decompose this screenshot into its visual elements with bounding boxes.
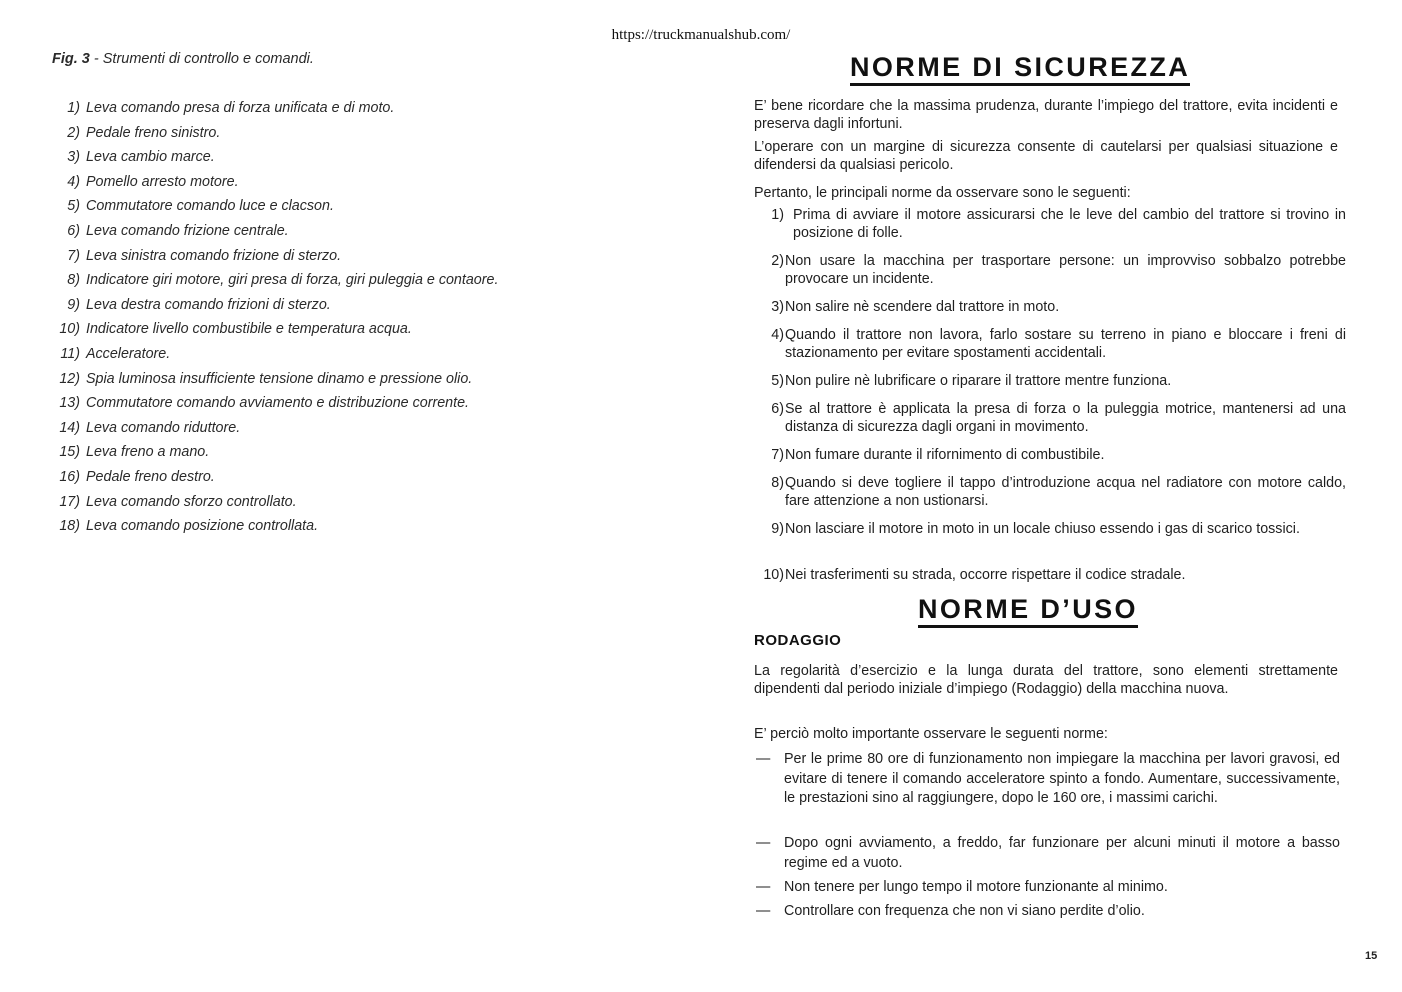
- page-number: 15: [1365, 950, 1378, 962]
- legend-item: 15) Leva freno a mano.: [59, 444, 210, 461]
- legend-item: 2) Pedale freno sinistro.: [67, 124, 221, 141]
- legend-item: 11) Acceleratore.: [60, 345, 171, 362]
- safety-rule: 9) Non lasciare il motore in moto in un locale chiuso essendo i gas di scarico tossici.: [771, 521, 1300, 537]
- legend-item: 10) Indicatore livello combustibile e temperatura acqua.: [59, 321, 412, 338]
- intro-paragraph: E’ bene ricordare che la massima prudenza, durante l’impiego del trattore, evita incidenti e preserva dagli infortuni.: [754, 98, 1338, 132]
- usage-rule: — Dopo ogni avviamento, a freddo, far funzionare per alcuni minuti il motore a basso regime ed a vuoto.: [756, 835, 1340, 871]
- usage-paragraph: E’ perciò molto importante osservare le seguenti norme:: [754, 726, 1108, 742]
- figure-title: - Strumenti di controllo e comandi.: [89, 51, 314, 67]
- legend-item: 1) Leva comando presa di forza unificata e di moto.: [67, 100, 395, 116]
- safety-rule: 4) Quando il trattore non lavora, farlo sostare su terreno in piano e bloccare i freni di stazionamento per evitare spostamenti accidentali.: [771, 327, 1346, 361]
- legend-item: 6) Leva comando frizione centrale.: [67, 222, 289, 239]
- safety-rule: 2) Non usare la macchina per trasportare persone: un improvviso sobbalzo potrebbe provocare un incidente.: [771, 253, 1346, 287]
- header-url: https://truckmanualshub.com/: [611, 27, 791, 43]
- legend-item: 18) Leva comando posizione controllata.: [59, 518, 319, 535]
- legend-item: 17) Leva comando sforzo controllato.: [59, 493, 297, 510]
- usage-rule: — Per le prime 80 ore di funzionamento non impiegare la macchina per lavori gravosi, ed evitare di tenere il comando acceleratore spinto a fondo. Aumentare, successivamente, le prestazioni sino al raggiungere, dopo le 160 ore, i massimi carichi.: [756, 751, 1340, 806]
- legend-item: 9) Leva destra comando frizioni di sterzo.: [67, 296, 331, 313]
- usage-rule: — Controllare con frequenza che non vi siano perdite d’olio.: [756, 903, 1145, 919]
- safety-rule: 5) Non pulire nè lubrificare o riparare il trattore mentre funziona.: [771, 373, 1172, 389]
- safety-rule: 3) Non salire nè scendere dal trattore in moto.: [771, 299, 1060, 315]
- legend-item: 14) Leva comando riduttore.: [59, 419, 241, 436]
- legend-item: 12) Spia luminosa insufficiente tensione dinamo e pressione olio.: [59, 370, 473, 387]
- usage-rule: — Non tenere per lungo tempo il motore funzionante al minimo.: [756, 879, 1168, 895]
- running-in-subheading: RODAGGIO: [754, 632, 842, 649]
- legend-item: 5) Commutatore comando luce e clacson.: [67, 198, 334, 215]
- usage-paragraph: La regolarità d’esercizio e la lunga durata del trattore, sono elementi strettamente dipendenti dal periodo iniziale d’impiego (Rodaggio) della macchina nuova.: [754, 663, 1338, 697]
- safety-rule: 7) Non fumare durante il rifornimento di combustibile.: [771, 447, 1105, 463]
- intro-paragraph: L’operare con un margine di sicurezza consente di cautelarsi per qualsiasi situazione e difendersi da qualsiasi pericolo.: [754, 139, 1338, 173]
- safety-rule: 10) Nei trasferimenti su strada, occorre rispettare il codice stradale.: [763, 567, 1186, 583]
- controls-legend-list: [50, 100, 498, 543]
- legend-item: 7) Leva sinistra comando frizione di sterzo.: [67, 247, 342, 264]
- usage-heading: NORME D’USO: [918, 594, 1138, 628]
- safety-rule: 8) Quando si deve togliere il tappo d’introduzione acqua nel radiatore con motore caldo, fare attenzione a non ustionarsi.: [771, 475, 1346, 509]
- safety-rule: 6) Se al trattore è applicata la presa di forza o la puleggia motrice, mantenersi ad una distanza di sicurezza dagli organi in movimento.: [771, 401, 1346, 435]
- figure-label: Fig. 3: [52, 51, 90, 67]
- intro-paragraph: Pertanto, le principali norme da osservare sono le seguenti:: [754, 185, 1131, 201]
- safety-heading: NORME DI SICUREZZA: [850, 52, 1190, 86]
- safety-rule: 1) Prima di avviare il motore assicurarsi che le leve del cambio del trattore si trovino in posizione di folle.: [771, 207, 1346, 241]
- figure-caption: [52, 51, 314, 67]
- legend-item: 13) Commutatore comando avviamento e distribuzione corrente.: [59, 395, 470, 412]
- legend-item: 3) Leva cambio marce.: [67, 149, 215, 166]
- legend-item: 8) Indicatore giri motore, giri presa di forza, giri puleggia e contaore.: [67, 272, 499, 289]
- legend-item: 4) Pomello arresto motore.: [67, 173, 239, 190]
- legend-item: 16) Pedale freno destro.: [59, 468, 215, 485]
